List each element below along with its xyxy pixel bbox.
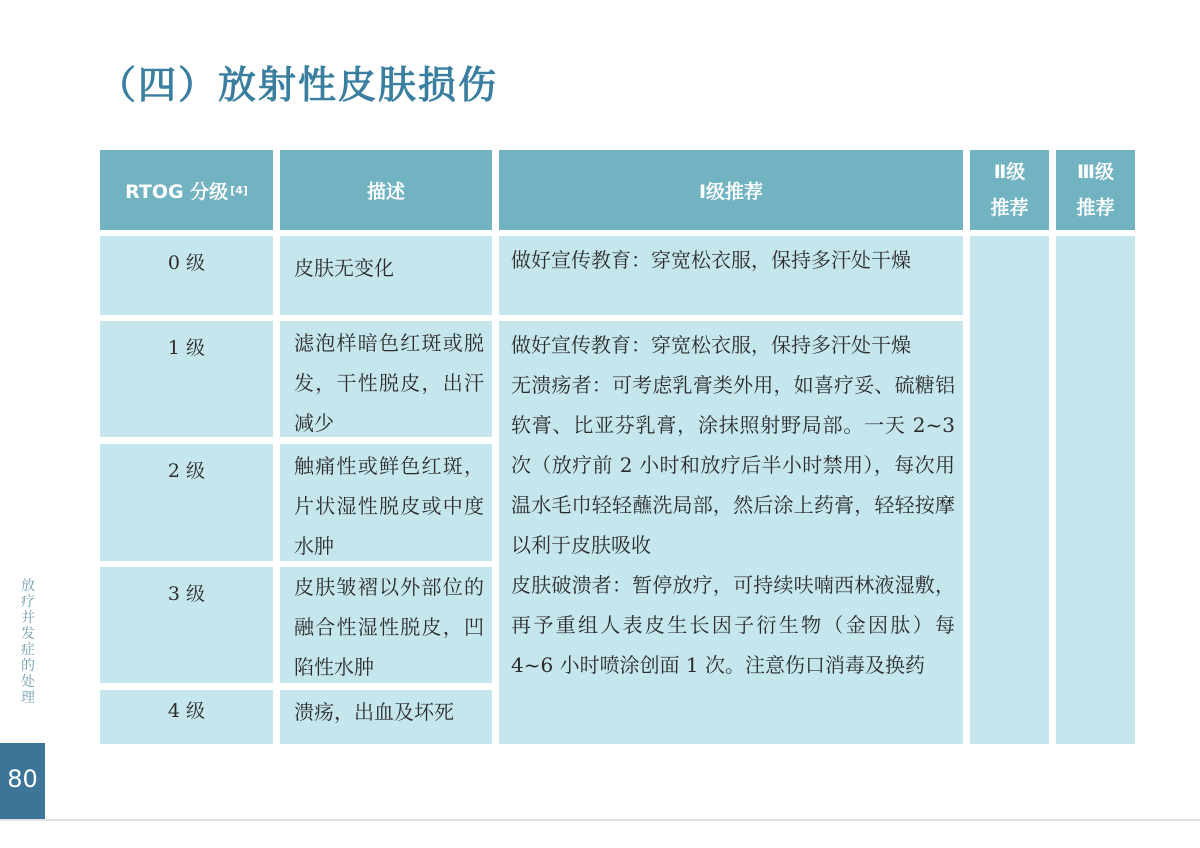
level2-column-body (970, 236, 1049, 744)
bottom-rule (0, 819, 1200, 821)
header-level2-line2: 推荐 (990, 197, 1029, 219)
row-3-description: 皮肤皱褶以外部位的融合性湿性脱皮，凹陷性水肿 (280, 567, 492, 683)
row-0-grade: 0 级 (100, 236, 273, 315)
header-level3 (1056, 150, 1135, 230)
row-1-description: 滤泡样暗色红斑或脱发，干性脱皮，出汗减少 (280, 321, 492, 437)
row-4-description: 溃疡，出血及坏死 (280, 690, 492, 744)
header-level1-label: Ⅰ级推荐 (698, 180, 764, 203)
level1-rec-education: 做好宣传教育：穿宽松衣服，保持多汗处干燥 (511, 333, 911, 357)
header-description-label: 描述 (366, 180, 405, 203)
row-4-grade: 4 级 (100, 690, 273, 744)
level1-merged-recommendation (499, 321, 963, 744)
header-level2-line1: Ⅱ级 (993, 161, 1026, 183)
row-3-grade: 3 级 (100, 567, 273, 683)
header-level3-line2: 推荐 (1076, 197, 1115, 219)
header-level3-line1: Ⅲ级 (1077, 161, 1114, 183)
level1-rec-no-ulcer: 无溃疡者：可考虑乳膏类外用，如喜疗妥、硫糖铝软膏、比亚芬乳膏，涂抹照射野局部。一天 2~3 次（放疗前 2 小时和放疗后半小时禁用），每次用温水毛巾轻轻蘸洗局部，然后涂上药膏，轻轻按摩以利于皮肤吸收 (511, 373, 955, 557)
row-2-description: 触痛性或鲜色红斑，片状湿性脱皮或中度水肿 (280, 444, 492, 561)
header-grade (100, 150, 273, 230)
header-grade-label: RTOG 分级 (125, 180, 229, 203)
row-2-grade: 2 级 (100, 444, 273, 561)
page-title: （四）放射性皮肤损伤 (98, 63, 499, 107)
level3-column-body (1056, 236, 1135, 744)
row-0-level1: 做好宣传教育：穿宽松衣服，保持多汗处干燥 (499, 236, 963, 315)
side-chapter-label: 放疗并发症的处理 (21, 578, 35, 706)
header-level2 (970, 150, 1049, 230)
header-description (280, 150, 492, 230)
header-level1 (499, 150, 963, 230)
page-number: 80 (7, 765, 38, 793)
row-1-grade: 1 级 (100, 321, 273, 437)
row-0-description: 皮肤无变化 (280, 236, 492, 315)
header-grade-reference: [4] (230, 183, 248, 197)
level1-rec-broken-skin: 皮肤破溃者：暂停放疗，可持续呋喃西林液湿敷，再予重组人表皮生长因子衍生物（金因肽）每 4~6 小时喷涂创面 1 次。注意伤口消毒及换药 (511, 573, 955, 677)
